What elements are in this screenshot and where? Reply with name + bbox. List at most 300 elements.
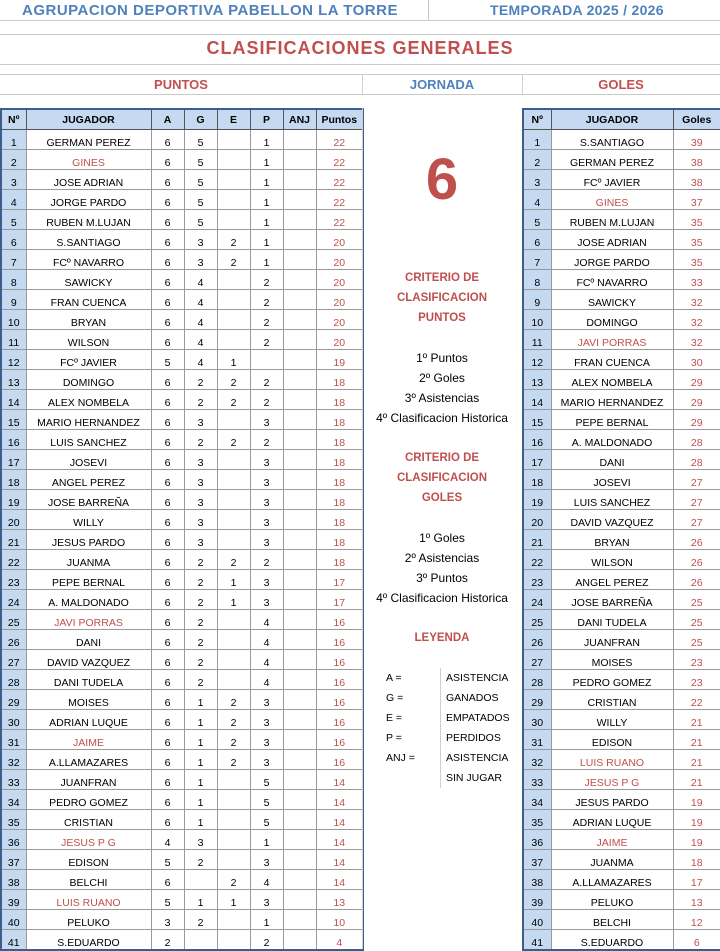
table-row[interactable] bbox=[1, 130, 363, 150]
table-row[interactable] bbox=[523, 570, 720, 590]
e-cell: 2 bbox=[217, 390, 250, 410]
table-row[interactable] bbox=[1, 670, 363, 690]
p-cell: 3 bbox=[250, 750, 283, 770]
goals-cell: 32 bbox=[673, 290, 720, 310]
table-row[interactable] bbox=[523, 170, 720, 190]
table-row[interactable] bbox=[523, 630, 720, 650]
points-cell: 20 bbox=[316, 250, 363, 270]
e-cell: 2 bbox=[217, 230, 250, 250]
anj-cell bbox=[283, 870, 316, 890]
rank-cell: 34 bbox=[523, 790, 551, 810]
col-header-no[interactable]: Nº bbox=[1, 109, 26, 130]
anj-cell bbox=[283, 770, 316, 790]
rank-cell: 41 bbox=[523, 930, 551, 951]
anj-cell bbox=[283, 330, 316, 350]
g-cell: 2 bbox=[184, 630, 217, 650]
player-name-cell: PEPE BERNAL bbox=[551, 410, 673, 430]
col-header-puntos[interactable]: Puntos bbox=[316, 109, 363, 130]
p-cell: 2 bbox=[250, 330, 283, 350]
table-row[interactable] bbox=[1, 550, 363, 570]
a-cell: 6 bbox=[151, 150, 184, 170]
p-cell: 3 bbox=[250, 490, 283, 510]
anj-cell bbox=[283, 630, 316, 650]
rank-cell: 4 bbox=[1, 190, 26, 210]
e-cell bbox=[217, 790, 250, 810]
e-cell bbox=[217, 310, 250, 330]
anj-cell bbox=[283, 550, 316, 570]
table-row[interactable] bbox=[1, 570, 363, 590]
player-name-cell: LUIS RUANO bbox=[551, 750, 673, 770]
g-cell: 4 bbox=[184, 330, 217, 350]
g-cell: 2 bbox=[184, 430, 217, 450]
table-row[interactable] bbox=[1, 390, 363, 410]
table-row[interactable] bbox=[523, 390, 720, 410]
table-row[interactable] bbox=[1, 450, 363, 470]
legend-value: PERDIDOS bbox=[446, 732, 501, 744]
table-row[interactable] bbox=[523, 190, 720, 210]
p-cell: 4 bbox=[250, 870, 283, 890]
e-cell: 1 bbox=[217, 590, 250, 610]
a-cell: 6 bbox=[151, 630, 184, 650]
player-name-cell: JOSEVI bbox=[551, 470, 673, 490]
table-row[interactable] bbox=[523, 770, 720, 790]
rank-cell: 24 bbox=[1, 590, 26, 610]
table-row[interactable] bbox=[1, 650, 363, 670]
table-row[interactable] bbox=[523, 750, 720, 770]
e-cell: 2 bbox=[217, 430, 250, 450]
points-cell: 22 bbox=[316, 190, 363, 210]
anj-cell bbox=[283, 590, 316, 610]
col-header-no[interactable]: Nº bbox=[523, 109, 551, 130]
table-row[interactable] bbox=[523, 670, 720, 690]
rank-cell: 11 bbox=[523, 330, 551, 350]
e-cell: 2 bbox=[217, 730, 250, 750]
goals-cell: 18 bbox=[673, 850, 720, 870]
e-cell: 1 bbox=[217, 350, 250, 370]
table-row[interactable] bbox=[1, 750, 363, 770]
criteria-goals-item: 4º Clasificacion Historica bbox=[376, 591, 508, 605]
table-row[interactable] bbox=[1, 230, 363, 250]
table-row[interactable] bbox=[523, 470, 720, 490]
player-name-cell: JESUS P G bbox=[551, 770, 673, 790]
e-cell: 2 bbox=[217, 870, 250, 890]
table-row[interactable] bbox=[1, 530, 363, 550]
player-name-cell: JAVI PORRAS bbox=[26, 610, 151, 630]
criteria-points-item: 2º Goles bbox=[419, 371, 465, 385]
table-row[interactable] bbox=[523, 230, 720, 250]
p-cell bbox=[250, 350, 283, 370]
player-name-cell: BELCHI bbox=[551, 910, 673, 930]
table-row[interactable] bbox=[1, 410, 363, 430]
criteria-points-item: 3º Asistencias bbox=[404, 391, 480, 405]
table-row[interactable] bbox=[523, 350, 720, 370]
table-row[interactable] bbox=[523, 730, 720, 750]
player-name-cell: JAIME bbox=[551, 830, 673, 850]
legend-value: ASISTENCIA bbox=[446, 672, 509, 684]
table-row[interactable] bbox=[523, 150, 720, 170]
anj-cell bbox=[283, 370, 316, 390]
a-cell: 6 bbox=[151, 290, 184, 310]
section-puntos: PUNTOS bbox=[154, 77, 208, 92]
table-row[interactable] bbox=[1, 730, 363, 750]
points-cell: 14 bbox=[316, 810, 363, 830]
table-row[interactable] bbox=[523, 930, 720, 951]
goals-cell: 21 bbox=[673, 750, 720, 770]
goals-cell: 27 bbox=[673, 510, 720, 530]
rank-cell: 25 bbox=[523, 610, 551, 630]
table-row[interactable] bbox=[523, 610, 720, 630]
player-name-cell: JORGE PARDO bbox=[26, 190, 151, 210]
goals-cell: 28 bbox=[673, 450, 720, 470]
table-row[interactable] bbox=[523, 850, 720, 870]
goals-cell: 29 bbox=[673, 370, 720, 390]
e-cell bbox=[217, 910, 250, 930]
rank-cell: 27 bbox=[1, 650, 26, 670]
p-cell: 3 bbox=[250, 530, 283, 550]
points-cell: 22 bbox=[316, 170, 363, 190]
jornada-panel bbox=[362, 108, 522, 949]
anj-cell bbox=[283, 310, 316, 330]
rank-cell: 5 bbox=[523, 210, 551, 230]
table-row[interactable] bbox=[523, 890, 720, 910]
p-cell: 1 bbox=[250, 830, 283, 850]
e-cell: 2 bbox=[217, 710, 250, 730]
rank-cell: 16 bbox=[1, 430, 26, 450]
a-cell: 6 bbox=[151, 610, 184, 630]
e-cell bbox=[217, 510, 250, 530]
anj-cell bbox=[283, 150, 316, 170]
points-cell: 18 bbox=[316, 470, 363, 490]
anj-cell bbox=[283, 450, 316, 470]
player-name-cell: CRISTIAN bbox=[551, 690, 673, 710]
player-name-cell: FCº NAVARRO bbox=[551, 270, 673, 290]
table-row[interactable] bbox=[1, 150, 363, 170]
table-row[interactable] bbox=[1, 690, 363, 710]
player-name-cell: JESUS PARDO bbox=[551, 790, 673, 810]
player-name-cell: S.EDUARDO bbox=[551, 930, 673, 951]
a-cell: 6 bbox=[151, 870, 184, 890]
rank-cell: 6 bbox=[523, 230, 551, 250]
table-row[interactable] bbox=[1, 870, 363, 890]
rank-cell: 15 bbox=[1, 410, 26, 430]
col-header-g[interactable]: G bbox=[184, 109, 217, 130]
a-cell: 6 bbox=[151, 470, 184, 490]
points-cell: 14 bbox=[316, 870, 363, 890]
goals-cell: 21 bbox=[673, 770, 720, 790]
anj-cell bbox=[283, 190, 316, 210]
rank-cell: 9 bbox=[1, 290, 26, 310]
table-row[interactable] bbox=[1, 810, 363, 830]
rank-cell: 28 bbox=[523, 670, 551, 690]
table-row[interactable] bbox=[1, 250, 363, 270]
rank-cell: 34 bbox=[1, 790, 26, 810]
g-cell: 3 bbox=[184, 410, 217, 430]
player-name-cell: WILSON bbox=[26, 330, 151, 350]
table-row[interactable] bbox=[1, 370, 363, 390]
table-row[interactable] bbox=[1, 790, 363, 810]
points-cell: 16 bbox=[316, 730, 363, 750]
player-name-cell: LUIS SANCHEZ bbox=[26, 430, 151, 450]
player-name-cell: FCº NAVARRO bbox=[26, 250, 151, 270]
col-header-anj[interactable]: ANJ bbox=[283, 109, 316, 130]
table-row[interactable] bbox=[523, 430, 720, 450]
goals-cell: 29 bbox=[673, 390, 720, 410]
table-row[interactable] bbox=[523, 330, 720, 350]
table-row[interactable] bbox=[523, 910, 720, 930]
g-cell: 2 bbox=[184, 610, 217, 630]
a-cell: 6 bbox=[151, 550, 184, 570]
rank-cell: 14 bbox=[1, 390, 26, 410]
table-row[interactable] bbox=[523, 830, 720, 850]
p-cell: 3 bbox=[250, 510, 283, 530]
rank-cell: 41 bbox=[1, 930, 26, 951]
table-row[interactable] bbox=[1, 830, 363, 850]
goals-cell: 28 bbox=[673, 430, 720, 450]
p-cell: 1 bbox=[250, 150, 283, 170]
table-row[interactable] bbox=[1, 770, 363, 790]
points-cell: 18 bbox=[316, 530, 363, 550]
g-cell: 2 bbox=[184, 910, 217, 930]
rank-cell: 12 bbox=[1, 350, 26, 370]
col-header-p[interactable]: P bbox=[250, 109, 283, 130]
table-row[interactable] bbox=[1, 430, 363, 450]
player-name-cell: ANGEL PEREZ bbox=[26, 470, 151, 490]
rank-cell: 1 bbox=[523, 130, 551, 150]
rank-cell: 10 bbox=[523, 310, 551, 330]
player-name-cell: GERMAN PEREZ bbox=[26, 130, 151, 150]
legend-key: ANJ = bbox=[386, 752, 415, 764]
col-header-goles[interactable]: Goles bbox=[673, 109, 720, 130]
table-row[interactable] bbox=[523, 270, 720, 290]
a-cell: 2 bbox=[151, 930, 184, 951]
g-cell: 1 bbox=[184, 750, 217, 770]
table-row[interactable] bbox=[1, 210, 363, 230]
e-cell bbox=[217, 290, 250, 310]
p-cell: 3 bbox=[250, 890, 283, 910]
goals-cell: 35 bbox=[673, 250, 720, 270]
table-row[interactable] bbox=[523, 690, 720, 710]
table-row[interactable] bbox=[523, 650, 720, 670]
g-cell: 3 bbox=[184, 490, 217, 510]
a-cell: 6 bbox=[151, 330, 184, 350]
a-cell: 6 bbox=[151, 490, 184, 510]
anj-cell bbox=[283, 270, 316, 290]
table-row[interactable] bbox=[1, 930, 363, 951]
g-cell: 3 bbox=[184, 510, 217, 530]
a-cell: 6 bbox=[151, 730, 184, 750]
table-row[interactable] bbox=[523, 310, 720, 330]
table-row[interactable] bbox=[523, 710, 720, 730]
g-cell: 1 bbox=[184, 790, 217, 810]
rank-cell: 23 bbox=[1, 570, 26, 590]
p-cell: 4 bbox=[250, 630, 283, 650]
a-cell: 6 bbox=[151, 230, 184, 250]
p-cell: 4 bbox=[250, 610, 283, 630]
anj-cell bbox=[283, 470, 316, 490]
col-header-e[interactable]: E bbox=[217, 109, 250, 130]
rank-cell: 33 bbox=[523, 770, 551, 790]
rank-cell: 28 bbox=[1, 670, 26, 690]
table-row[interactable] bbox=[523, 370, 720, 390]
goals-cell: 26 bbox=[673, 570, 720, 590]
table-row[interactable] bbox=[1, 330, 363, 350]
player-name-cell: WILSON bbox=[551, 550, 673, 570]
goals-header-row bbox=[523, 109, 720, 130]
points-cell: 22 bbox=[316, 150, 363, 170]
g-cell: 1 bbox=[184, 810, 217, 830]
points-cell: 19 bbox=[316, 350, 363, 370]
table-row[interactable] bbox=[1, 290, 363, 310]
goals-cell: 22 bbox=[673, 690, 720, 710]
p-cell: 3 bbox=[250, 590, 283, 610]
table-row[interactable] bbox=[1, 170, 363, 190]
player-name-cell: BELCHI bbox=[26, 870, 151, 890]
rank-cell: 7 bbox=[523, 250, 551, 270]
e-cell bbox=[217, 670, 250, 690]
table-row[interactable] bbox=[523, 250, 720, 270]
table-row[interactable] bbox=[1, 270, 363, 290]
player-name-cell: ALEX NOMBELA bbox=[551, 370, 673, 390]
g-cell: 3 bbox=[184, 250, 217, 270]
table-row[interactable] bbox=[1, 630, 363, 650]
a-cell: 6 bbox=[151, 590, 184, 610]
anj-cell bbox=[283, 670, 316, 690]
rank-cell: 13 bbox=[1, 370, 26, 390]
a-cell: 6 bbox=[151, 750, 184, 770]
rank-cell: 27 bbox=[523, 650, 551, 670]
table-row[interactable] bbox=[523, 290, 720, 310]
table-row[interactable] bbox=[1, 710, 363, 730]
goals-cell: 13 bbox=[673, 890, 720, 910]
player-name-cell: RUBEN M.LUJAN bbox=[551, 210, 673, 230]
goals-table bbox=[522, 108, 720, 951]
table-row[interactable] bbox=[1, 510, 363, 530]
goals-cell: 25 bbox=[673, 610, 720, 630]
table-row[interactable] bbox=[523, 530, 720, 550]
anj-cell bbox=[283, 750, 316, 770]
table-row[interactable] bbox=[1, 490, 363, 510]
player-name-cell: PELUKO bbox=[26, 910, 151, 930]
p-cell: 1 bbox=[250, 250, 283, 270]
rank-cell: 40 bbox=[523, 910, 551, 930]
table-row[interactable] bbox=[1, 610, 363, 630]
goals-cell: 35 bbox=[673, 210, 720, 230]
rank-cell: 11 bbox=[1, 330, 26, 350]
points-cell: 16 bbox=[316, 630, 363, 650]
player-name-cell: DANI bbox=[551, 450, 673, 470]
table-row[interactable] bbox=[523, 450, 720, 470]
e-cell: 2 bbox=[217, 250, 250, 270]
col-header-jugador[interactable]: JUGADOR bbox=[26, 109, 151, 130]
rank-cell: 21 bbox=[523, 530, 551, 550]
points-cell: 14 bbox=[316, 850, 363, 870]
points-cell: 10 bbox=[316, 910, 363, 930]
player-name-cell: JOSEVI bbox=[26, 450, 151, 470]
criteria-goals-item: 3º Puntos bbox=[416, 571, 468, 585]
table-row[interactable] bbox=[523, 210, 720, 230]
g-cell: 2 bbox=[184, 370, 217, 390]
rank-cell: 23 bbox=[523, 570, 551, 590]
table-row[interactable] bbox=[523, 410, 720, 430]
table-row[interactable] bbox=[1, 470, 363, 490]
anj-cell bbox=[283, 210, 316, 230]
table-row[interactable] bbox=[1, 890, 363, 910]
player-name-cell: PEPE BERNAL bbox=[26, 570, 151, 590]
table-row[interactable] bbox=[1, 910, 363, 930]
rank-cell: 2 bbox=[1, 150, 26, 170]
player-name-cell: JOSE ADRIAN bbox=[551, 230, 673, 250]
rank-cell: 33 bbox=[1, 770, 26, 790]
table-row[interactable] bbox=[523, 550, 720, 570]
rank-cell: 17 bbox=[1, 450, 26, 470]
points-cell: 20 bbox=[316, 310, 363, 330]
goals-cell: 27 bbox=[673, 470, 720, 490]
e-cell bbox=[217, 410, 250, 430]
table-row[interactable] bbox=[523, 870, 720, 890]
table-row[interactable] bbox=[523, 810, 720, 830]
table-row[interactable] bbox=[523, 130, 720, 150]
criteria-goals-title-1: CRITERIO DE bbox=[404, 452, 480, 464]
table-row[interactable] bbox=[523, 490, 720, 510]
rank-cell: 21 bbox=[1, 530, 26, 550]
table-row[interactable] bbox=[1, 350, 363, 370]
table-row[interactable] bbox=[1, 310, 363, 330]
season-title: TEMPORADA 2025 / 2026 bbox=[490, 2, 664, 18]
g-cell: 5 bbox=[184, 210, 217, 230]
rank-cell: 8 bbox=[1, 270, 26, 290]
e-cell: 1 bbox=[217, 890, 250, 910]
table-row[interactable] bbox=[1, 190, 363, 210]
g-cell: 4 bbox=[184, 270, 217, 290]
g-cell: 5 bbox=[184, 150, 217, 170]
table-row[interactable] bbox=[523, 590, 720, 610]
rank-cell: 31 bbox=[1, 730, 26, 750]
table-row[interactable] bbox=[1, 850, 363, 870]
a-cell: 6 bbox=[151, 530, 184, 550]
col-header-a[interactable]: A bbox=[151, 109, 184, 130]
a-cell: 6 bbox=[151, 670, 184, 690]
p-cell: 5 bbox=[250, 810, 283, 830]
e-cell bbox=[217, 190, 250, 210]
points-cell: 22 bbox=[316, 130, 363, 150]
table-row[interactable] bbox=[523, 510, 720, 530]
g-cell: 2 bbox=[184, 650, 217, 670]
e-cell bbox=[217, 130, 250, 150]
g-cell: 3 bbox=[184, 830, 217, 850]
rank-cell: 26 bbox=[1, 630, 26, 650]
rank-cell: 3 bbox=[1, 170, 26, 190]
col-header-jugador[interactable]: JUGADOR bbox=[551, 109, 673, 130]
rank-cell: 6 bbox=[1, 230, 26, 250]
e-cell bbox=[217, 830, 250, 850]
table-row[interactable] bbox=[1, 590, 363, 610]
rank-cell: 10 bbox=[1, 310, 26, 330]
player-name-cell: FCº JAVIER bbox=[26, 350, 151, 370]
e-cell bbox=[217, 450, 250, 470]
player-name-cell: JORGE PARDO bbox=[551, 250, 673, 270]
anj-cell bbox=[283, 430, 316, 450]
player-name-cell: PELUKO bbox=[551, 890, 673, 910]
g-cell: 2 bbox=[184, 570, 217, 590]
goals-cell: 25 bbox=[673, 630, 720, 650]
a-cell: 6 bbox=[151, 650, 184, 670]
table-row[interactable] bbox=[523, 790, 720, 810]
player-name-cell: WILLY bbox=[551, 710, 673, 730]
e-cell: 2 bbox=[217, 370, 250, 390]
player-name-cell: JAIME bbox=[26, 730, 151, 750]
goals-cell: 19 bbox=[673, 810, 720, 830]
g-cell: 2 bbox=[184, 670, 217, 690]
